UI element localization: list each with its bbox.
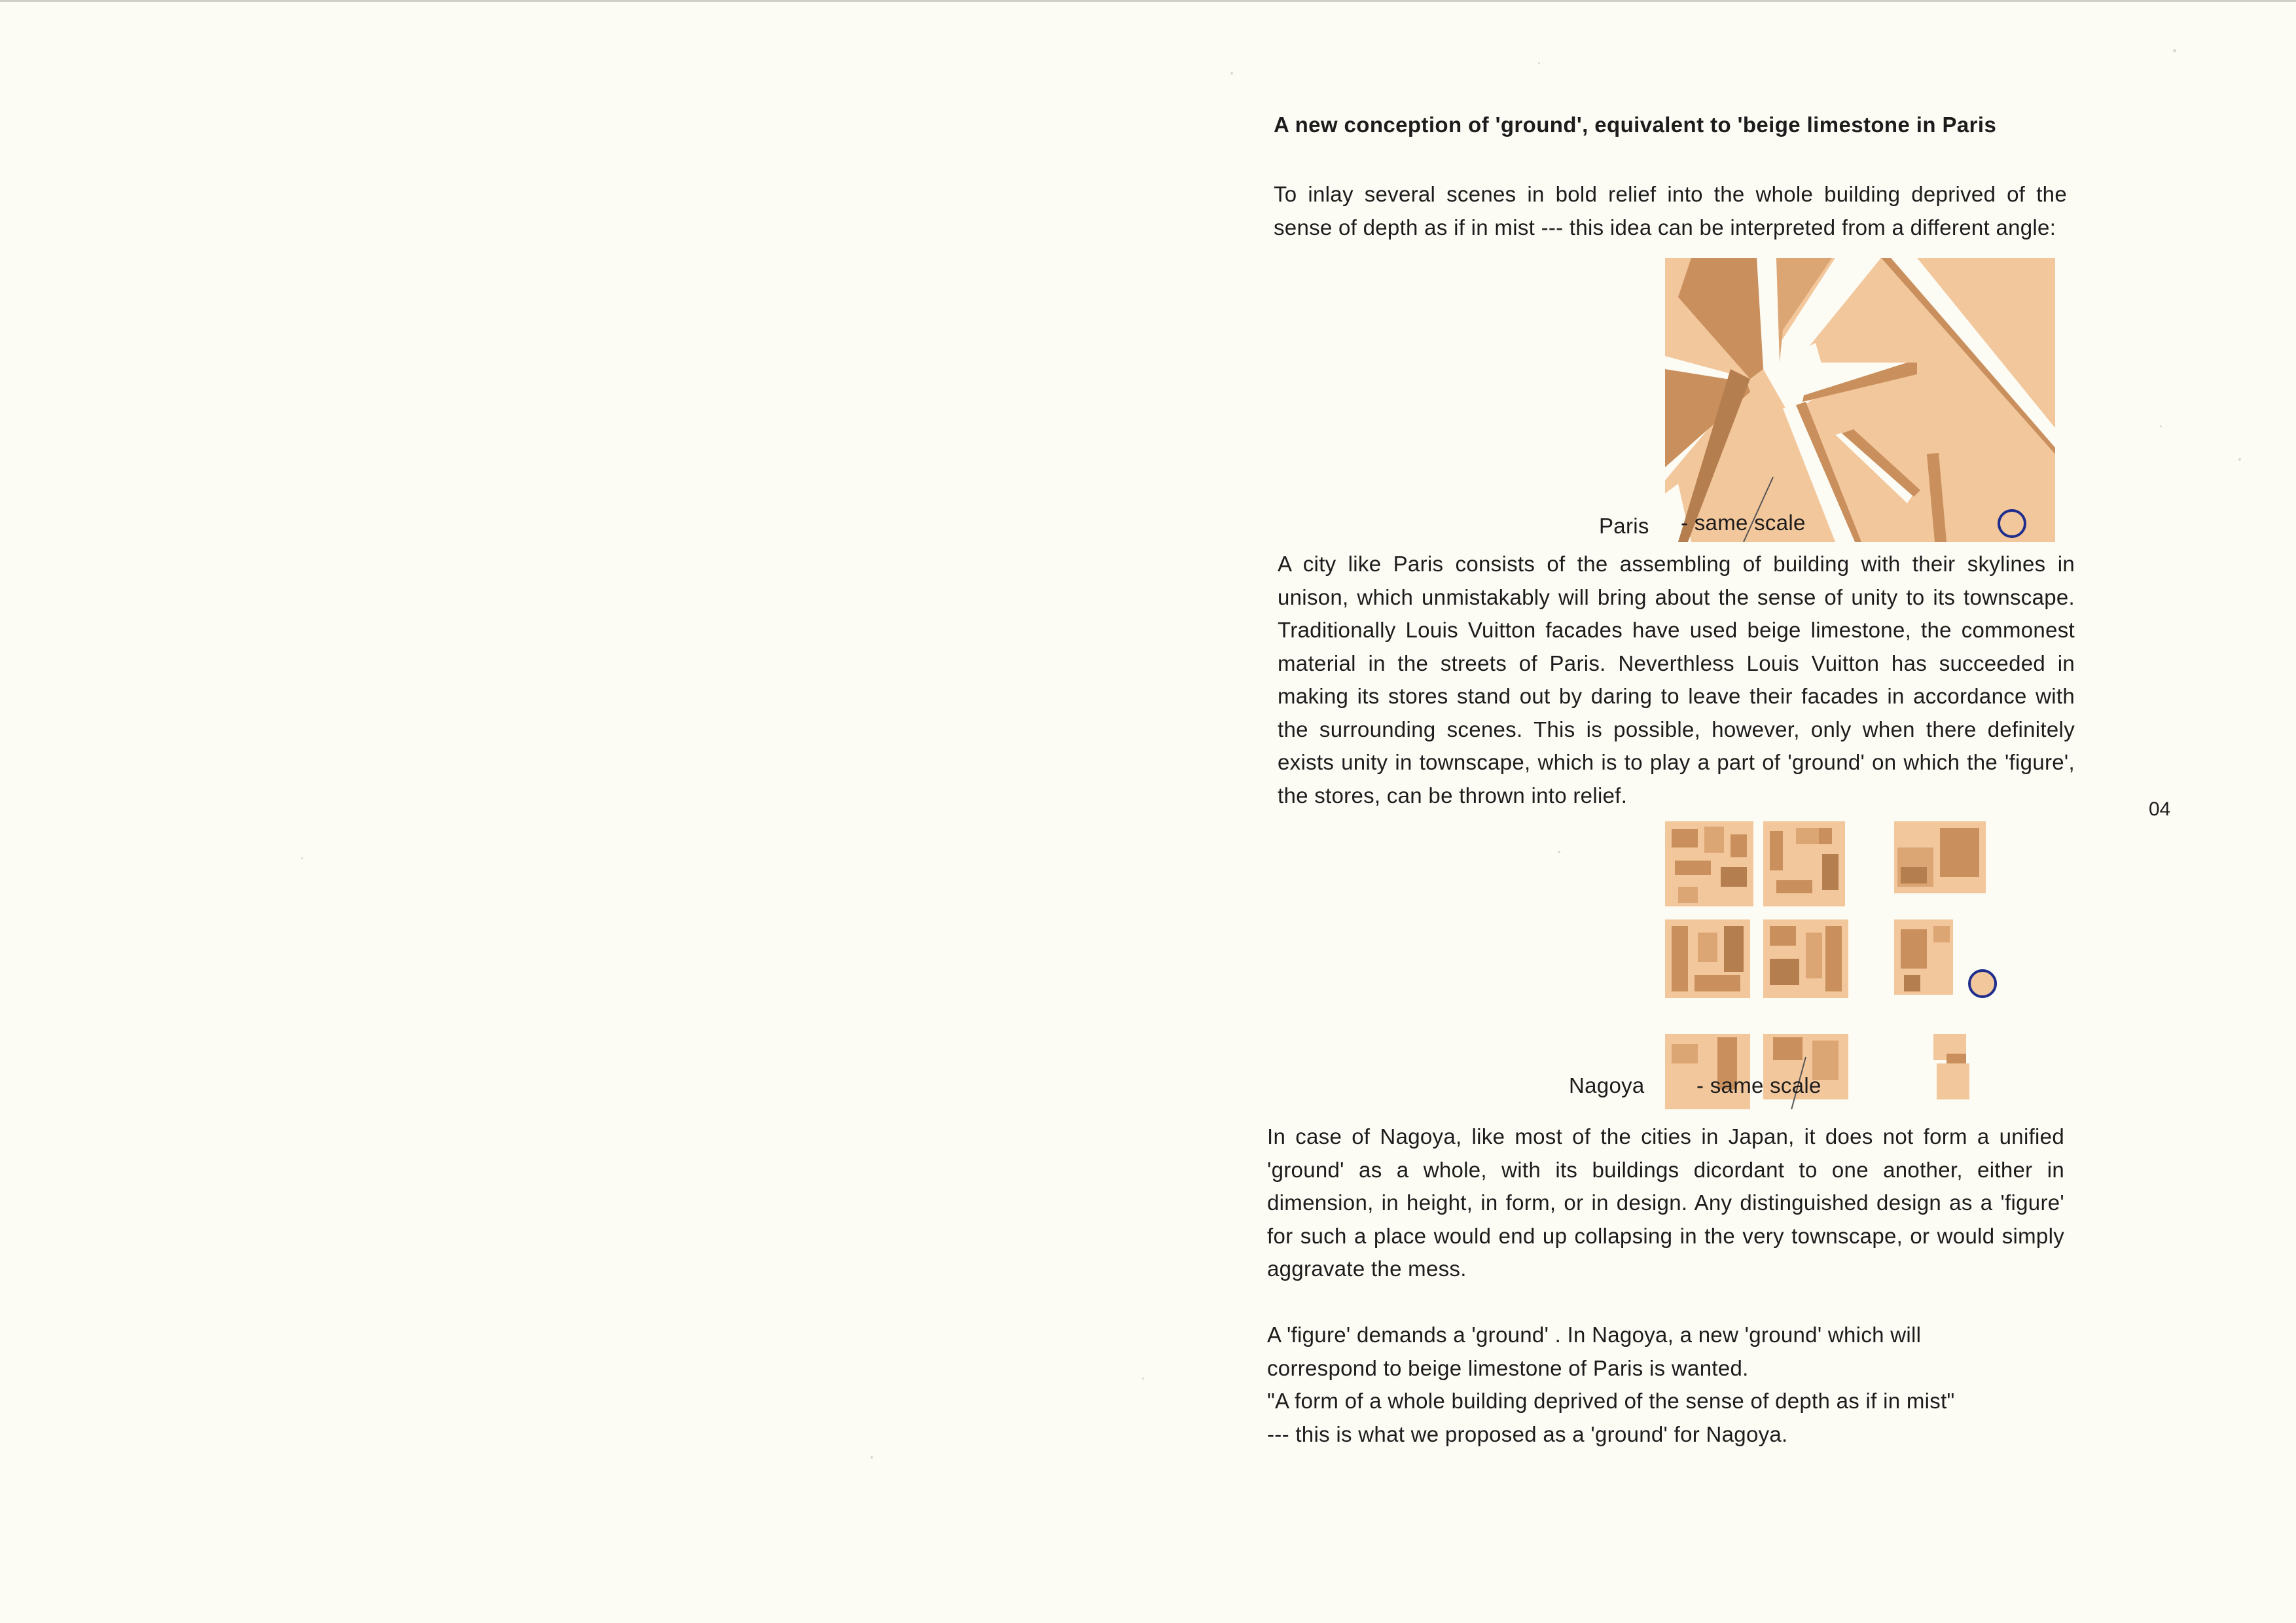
nagoya-block-cluster [1665,919,1750,998]
nagoya-paragraph [1267,1120,2064,1286]
page-number: 04 [2149,798,2171,820]
nagoya-block-cluster [1763,919,1848,998]
nagoya-label: Nagoya [1569,1073,1645,1097]
nagoya-block-cluster [1665,821,1753,906]
closing-paragraph [1267,1319,2064,1451]
closing-line: "A form of a whole building deprived of the sense of depth as if in mist" [1267,1389,1955,1413]
nagoya-scale-label: - same scale [1696,1073,1821,1097]
closing-line: --- this is what we proposed as a 'ground' for Nagoya. [1267,1421,1788,1446]
nagoya-block-cluster [1933,1034,1969,1099]
scan-speck [2238,458,2241,461]
nagoya-block-cluster [1894,821,1986,893]
scan-speck [870,1456,873,1459]
closing-line: correspond to beige limestone of Paris is wanted. [1267,1355,1749,1380]
scan-speck [1142,1378,1144,1380]
nagoya-block-cluster [1894,919,1953,995]
paris-paragraph [1278,548,2075,812]
paris-block-model [1665,258,2055,542]
nagoya-block-model [1665,821,2018,1109]
paris-paragraph-text: A city like Paris consists of the assembling of building with their skylines in unison, which unmistakably will bring about the sense of unity to its townscape. Traditionally Louis Vuitton facades have used beige limestone, the commonest material in the streets of Paris. Neverthless Louis Vuitton has succeeded in making its stores stand out by daring to leave their facades in accordance with the surrounding scenes. This is possible, however, only when there definitely exists unity in townscape, which is to play a part of 'ground' on which the 'figure', the stores, can be thrown into relief. [1278,552,2075,808]
nagoya-store-marker [1969,971,1996,997]
closing-line: A 'figure' demands a 'ground' . In Nagoya, a new 'ground' which will [1267,1323,1922,1347]
scan-speck [1558,851,1560,853]
scan-speck [1230,72,1233,75]
nagoya-block-cluster [1763,821,1845,906]
scan-speck [2160,425,2162,427]
nagoya-paragraph-text: In case of Nagoya, like most of the cities in Japan, it does not form a unified 'ground' as a whole, with its buildings dicordant to one another, either in dimension, in height, in form, or in design. Any distinguished design as a 'figure' for such a place would end up collapsing in the very townscape, or would simply aggravate the mess. [1267,1124,2064,1281]
paris-label: Paris [1599,514,1649,538]
paris-scale-label: - same scale [1681,510,1806,535]
scan-speck [1538,62,1540,64]
scan-speck [301,857,303,859]
scan-speck [2173,49,2176,52]
page-heading: A new conception of 'ground', equivalent to 'beige limestone in Paris [1274,113,1997,137]
page-top-edge [0,0,2296,2]
intro-paragraph-text: To inlay several scenes in bold relief into the whole building deprived of the sense of depth as if in mist --- this idea can be interpreted from a different angle: [1274,182,2067,240]
intro-paragraph [1274,178,2067,244]
